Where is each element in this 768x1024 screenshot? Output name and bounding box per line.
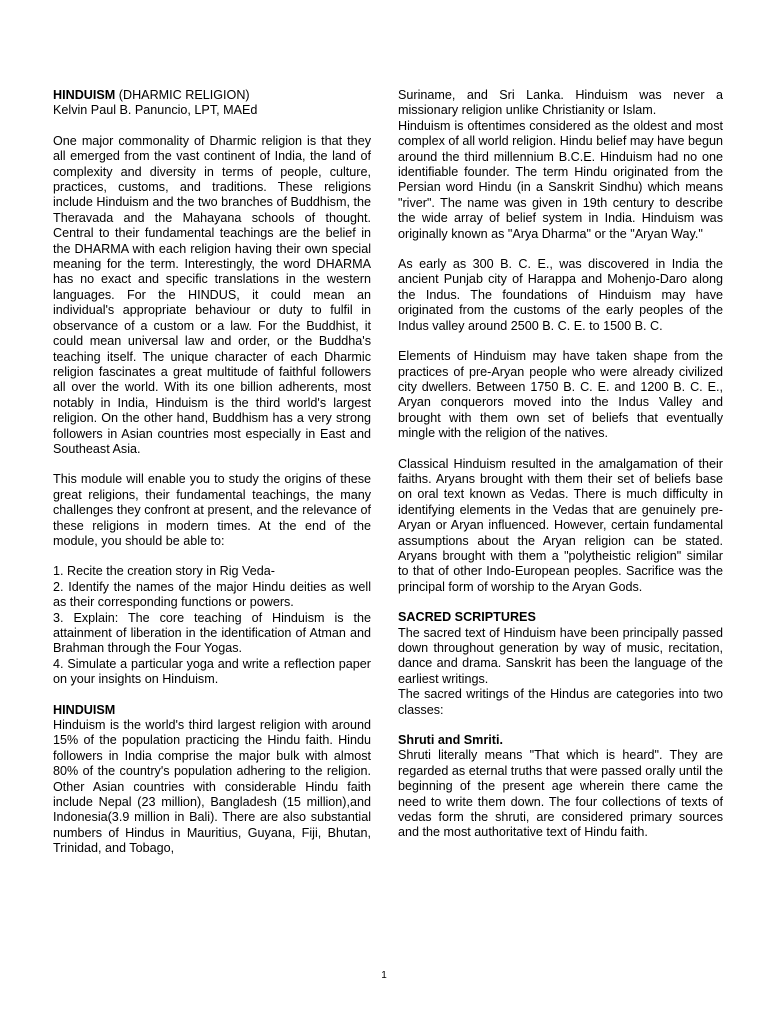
objective-item: 1. Recite the creation story in Rig Veda- — [53, 564, 275, 579]
author-line: Kelvin Paul B. Panuncio, LPT, MAEd — [53, 103, 258, 118]
subheading-shruti-smriti: Shruti and Smriti. — [398, 733, 503, 748]
intro-paragraph: One major commonality of Dharmic religion is that they all emerged from the vast continent of India, the land of complexity and diversity in terms of people, culture, practices, customs, and traditions. These religions include Hinduism and the two branches of Buddhism, the Theravada and the Mahayana schools of thought. Central to their fundamental teachings are the belief in the DHARMA with each religion having their own special meaning for the term. Interestingly, the word DHARMA has no exact and specific translations in the western languages. For the HINDUS, it could mean an individual's appropriate behaviour or duty to fulfil in observance of a custom or a law. For the Buddhist, it could mean universal law and order, or the Buddha's teaching itself. The unique character of each Dharmic religion fascinates a great multitude of faithful followers all over the world. With its one billion adherents, most notably in India, Hinduism is the third world's largest religion. On the other hand, Buddhism has a very strong followers in Asian countries most especially in East and Southeast Asia. — [53, 133, 371, 456]
section-heading-hinduism: HINDUISM — [53, 702, 116, 717]
elements-paragraph: Elements of Hinduism may have taken shape from the practices of pre-Aryan people who were already civilized city dwellers. Between 1750 B. C. E. and 1200 B. C. E., Aryan conquerors moved into the Indus Valley and brought with them own set of beliefs that eventually mingle with the religion of the natives. — [398, 349, 723, 441]
objective-item: 2. Identify the names of the major Hindu deities as well as their corresponding functions or powers. — [53, 579, 371, 610]
classical-paragraph: Classical Hinduism resulted in the amalgamation of their faiths. Aryans brought with them their set of beliefs base on oral text known as Vedas. There is much difficulty in identifying elements in the Vedas that are genuinely pre-Aryan or Aryan influenced. However, certain fundamental assumptions about the Aryan religion can be stated. Aryans brought with them a "polytheistic religion" similar to that of other Indo-European peoples. Sacrifice was the principal form of worship to the Aryan Gods. — [398, 456, 723, 594]
module-paragraph: This module will enable you to study the origins of these great religions, their fundamental teachings, the many challenges they confront at present, and the relevance of these religions in modern times. At the end of the module, you should be able to: — [53, 472, 371, 548]
document-title: HINDUISM (DHARMIC RELIGION) — [53, 88, 250, 102]
hinduism-paragraph: Hinduism is the world's third largest religion with around 15% of the population practicing the Hindu faith. Hindu followers in India comprise the major bulk with almost 80% of the country's population adhering to the religion. Other Asian countries with considerable Hindu faith include Nepal (23 million), Bangladesh (15 million),and Indonesia(3.9 million in Bali). There are also substantial numbers of Hindus in Mauritius, Guyana, Fiji, Bhutan, Trinidad, and Tobago, — [53, 718, 371, 856]
objective-item: 4. Simulate a particular yoga and write a reflection paper on your insights on Hinduism. — [53, 656, 371, 687]
sacred-paragraph: The sacred text of Hinduism have been principally passed down throughout generation by way of music, recitation, dance and drama. Sanskrit has been the language of the earliest writings. — [398, 625, 723, 686]
left-column — [53, 88, 371, 857]
section-heading-sacred-scriptures: SACRED SCRIPTURES — [398, 610, 536, 625]
shruti-paragraph: Shruti literally means "That which is heard". They are regarded as eternal truths that were passed orally until the beginning of the present age wherein there came the need to write them down. The four collections of texts of vedas form the shruti, are considered primary sources and the most authoritative text of Hindu faith. — [398, 748, 723, 840]
objective-item: 3. Explain: The core teaching of Hinduism is the attainment of liberation in the identification of Atman and Brahman through the Four Yogas. — [53, 610, 371, 656]
right-column — [398, 88, 723, 841]
continuation-paragraph: Suriname, and Sri Lanka. Hinduism was never a missionary religion unlike Christianity or Islam. — [398, 88, 723, 118]
early-paragraph: As early as 300 B. C. E., was discovered in India the ancient Punjab city of Harappa and Mohenjo-Daro along the Indus. The foundations of Hinduism may have originated from the customs of the early peoples of the Indus valley around 2500 B. C. E. to 1500 B. C. — [398, 257, 723, 333]
page-number: 1 — [381, 970, 387, 981]
oldest-paragraph: Hinduism is oftentimes considered as the oldest and most complex of all world religion. Hindu belief may have begun around the third millennium B.C.E. Hinduism had no one identifiable founder. The term Hindu originated from the Persian word Hindu (in a Sanskrit Sindhu) which means "river". The name was given in 19th century to describe the wide array of belief system in India. Hinduism was originally known as "Arya Dharma" or the "Aryan Way." — [398, 118, 723, 241]
sacred-paragraph-2: The sacred writings of the Hindus are categories into two classes: — [398, 687, 723, 717]
